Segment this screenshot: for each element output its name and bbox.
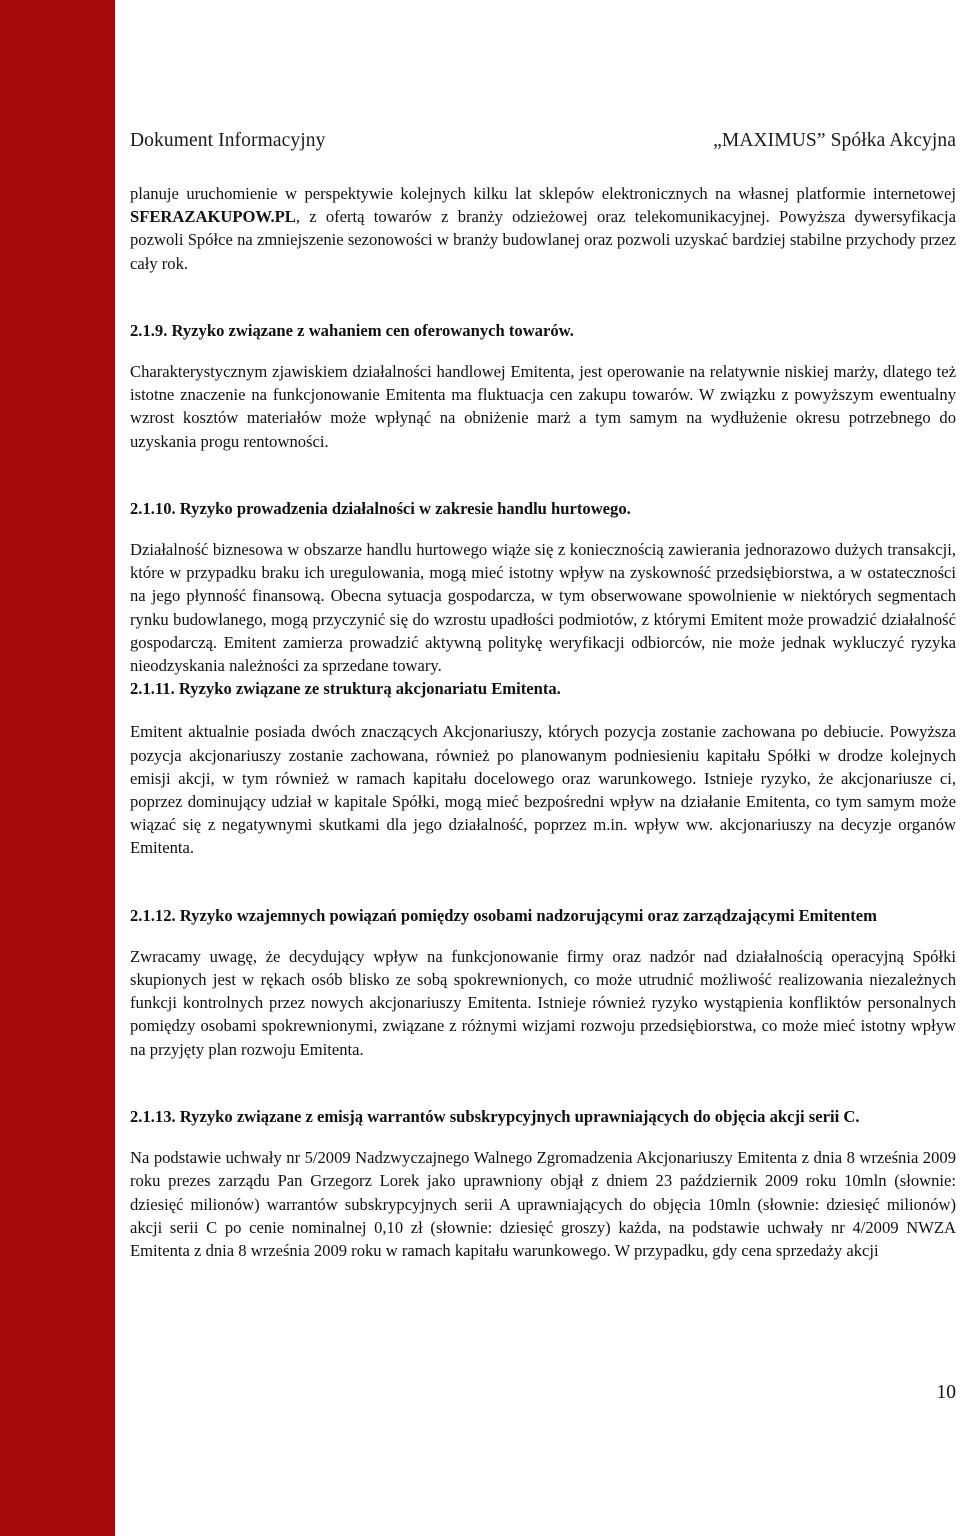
header-company-name: „MAXIMUS” Spółka Akcyjna [713, 130, 956, 151]
section-paragraph-2-1-13: Na podstawie uchwały nr 5/2009 Nadzwyczajnego Walnego Zgromadzenia Akcjonariuszy Emitenta z dnia 8 września 2009 roku prezes zarządu Pan Grzegorz Lorek jako uprawniony objął z dniem 23 październik 2009 roku 10mln (słownie: dziesięć milionów) warrantów subskrypcyjnych serii A uprawniających do objęcia 10mln (słownie: dziesięć milionów) akcji serii C po cenie nominalnej 0,10 zł (słownie: dziesięć groszy) każda, na podstawie uchwały nr 4/2009 NWZA Emitenta z dnia 8 września 2009 roku w ramach kapitału warunkowego. W przypadku, gdy cena sprzedaży akcji [130, 1148, 956, 1260]
section-heading-2-1-13: 2.1.13. Ryzyko związane z emisją warrantów subskrypcyjnych uprawniających do objęcia akcji serii C. [130, 1106, 860, 1126]
section-heading-2-1-9: 2.1.9. Ryzyko związane z wahaniem cen oferowanych towarów. [130, 320, 574, 340]
section-heading-2-1-10: 2.1.10. Ryzyko prowadzenia działalności w zakresie handlu hurtowego. [130, 498, 631, 518]
section-heading-2-1-11: 2.1.11. Ryzyko związane ze strukturą akcjonariatu Emitenta. [130, 679, 561, 699]
intro-text-after: , z ofertą towarów z branży odzieżowej oraz telekomunikacyjnej. Powyższa dywersyfikacja pozwoli Spółce na zmniejszenie sezonowości w branży budowlanej oraz pozwoli uzyskać bardziej stabilne przychody przez cały rok. [130, 207, 956, 273]
section-paragraph-2-1-9: Charakterystycznym zjawiskiem działalności handlowej Emitenta, jest operowanie na relatywnie niskiej marży, dlatego też istotne znaczenie na funkcjonowanie Emitenta ma fluktuacja cen zakupu towarów. W związku z powyższym ewentualny wzrost kosztów materiałów może wpłynąć na obniżenie marż a tym samym na wydłużenie okresu potrzebnego do uzyskania progu rentowności. [130, 362, 956, 451]
document-page [130, 0, 956, 1536]
page-number: 10 [936, 1382, 956, 1403]
page-header [130, 130, 956, 152]
section-paragraph-2-1-12: Zwracamy uwagę, że decydujący wpływ na funkcjonowanie firmy oraz nadzór nad działalnością operacyjną Spółki skupionych jest w rękach osób blisko ze sobą spokrewnionych, co może utrudnić możliwość realizowania niezależnych funkcji kontrolnych przez nowych akcjonariuszy Emitenta. Istnieje również ryzyko wystąpienia konfliktów personalnych pomiędzy osobami spokrewnionymi, związane z różnymi wizjami rozwoju przedsiębiorstwa, co może mieć istotny wpływ na przyjęty plan rozwoju Emitenta. [130, 946, 956, 1059]
intro-text-before: planuje uruchomienie w perspektywie kolejnych kilku lat sklepów elektronicznych na własnej platformie internetowej [130, 184, 956, 203]
header-document-title: Dokument Informacyjny [130, 130, 326, 151]
decorative-sidebar-band [0, 0, 115, 1536]
section-paragraph-2-1-10: Działalność biznesowa w obszarze handlu hurtowego wiąże się z koniecznością zawierania jednorazowo dużych transakcji, które w przypadku braku ich uregulowania, mogą mieć istotny wpływ na zyskowność przedsiębiorstwa, a w ostateczności na jego płynność finansową. Obecna sytuacja gospodarcza, w tym obserwowane spowolnienie w niektórych segmentach rynku budowlanego, mogą przyczynić się do wzrostu upadłości podmiotów, z którymi Emitent może prowadzić działalność gospodarczą. Emitent zamierza prowadzić aktywną politykę weryfikacji odbiorców, nie może jednak wykluczyć ryzyka nieodzyskania należności za sprzedane towary. [130, 540, 956, 676]
section-paragraph-2-1-11: Emitent aktualnie posiada dwóch znaczących Akcjonariuszy, których pozycja zostanie zachowana po debiucie. Powyższa pozycja akcjonariuszy zostanie zachowana, również po planowanym podniesieniu kapitału Spółki w drodze kolejnych emisji akcji, w tym również w ramach kapitału docelowego oraz warunkowego. Istnieje ryzyko, że akcjonariusze ci, poprzez dominujący udział w kapitale Spółki, mogą mieć bezpośredni wpływ na działanie Emitenta, co tym samym może wiązać się z negatywnymi skutkami dla jego działalność, poprzez m.in. wpływ ww. akcjonariuszy na decyzje organów Emitenta. [130, 722, 956, 858]
intro-text-bold: SFERAZAKUPOW.PL [130, 207, 296, 227]
intro-paragraph [130, 182, 956, 275]
section-heading-2-1-12: 2.1.12. Ryzyko wzajemnych powiązań pomiędzy osobami nadzorującymi oraz zarządzającymi Emitentem [130, 905, 877, 925]
page-content [130, 182, 956, 1262]
